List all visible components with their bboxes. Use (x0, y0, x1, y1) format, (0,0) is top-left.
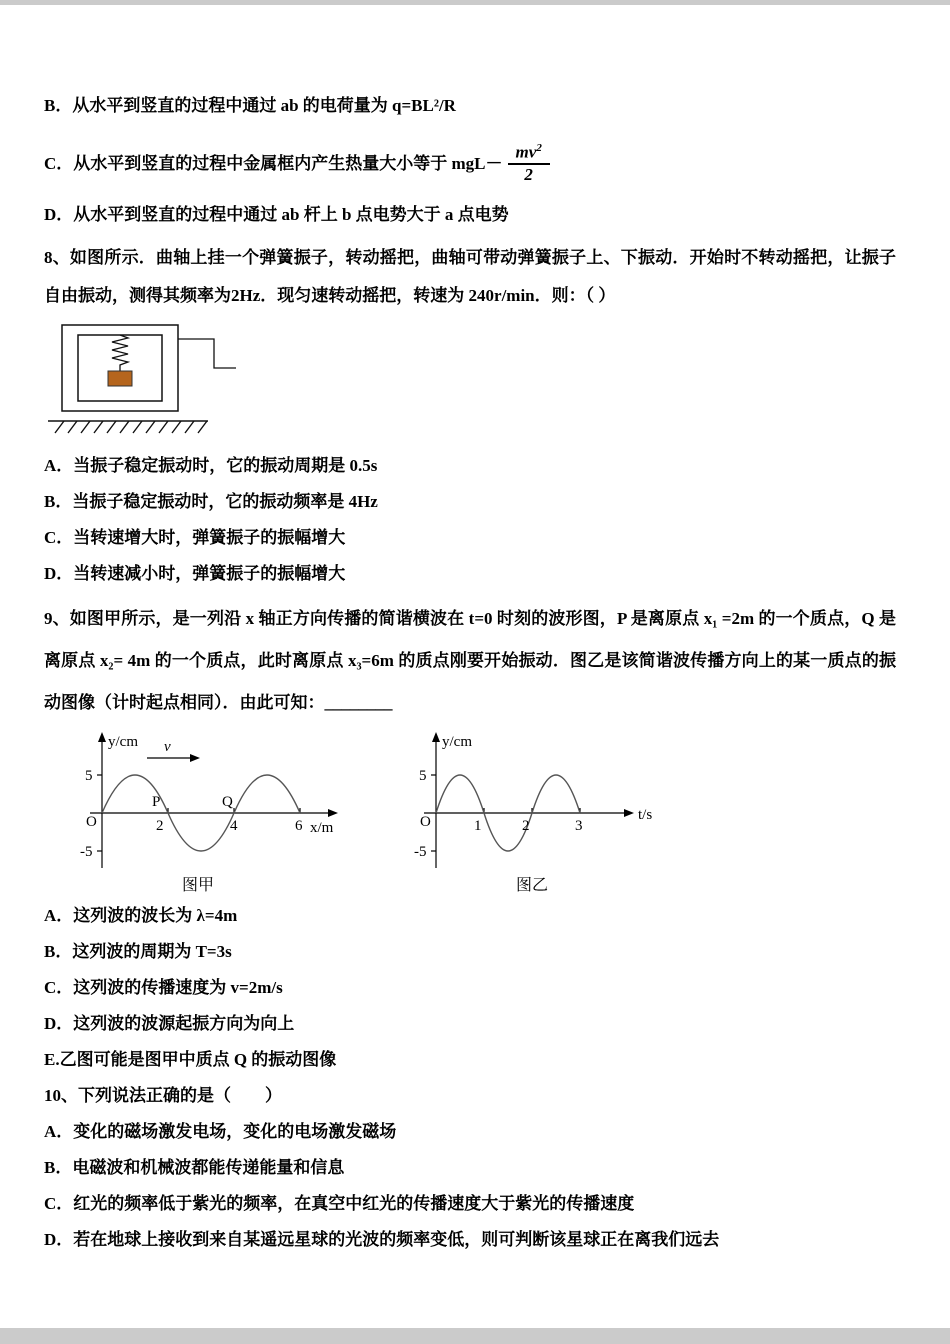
figure-jia-caption: 图甲 (182, 877, 215, 895)
t-axis-label: t/s (638, 807, 653, 824)
point-p-label: P (152, 794, 161, 811)
origin-label: O (420, 814, 431, 831)
x-tick-4: 4 (230, 818, 238, 835)
t-axis-arrow-icon (624, 809, 634, 817)
x-axis-arrow-icon (328, 809, 338, 817)
option-9a: A．这列波的波长为 λ=4m (44, 906, 238, 926)
x-tick-2: 2 (156, 818, 164, 835)
option-8c: C．当转速增大时，弹簧振子的振幅增大 (44, 528, 346, 548)
fraction-mv2-over-2 (508, 142, 550, 185)
scan-edge-top (0, 0, 950, 5)
wave-graph-yi (386, 728, 666, 896)
question-10-stem: 10、下列说法正确的是（ ） (44, 1086, 282, 1106)
y-axis-arrow-icon (98, 732, 106, 742)
question-8-stem: 8、如图所示．曲轴上挂一个弹簧振子，转动摇把，曲轴可带动弹簧振子上、下振动．开始时不转动摇把，让振子自由振动，测得其频率为2Hz．现匀速转动摇把，转速为 240r/min．则：（ ） (44, 248, 896, 306)
wave-graph-jia (52, 728, 352, 896)
t-tick-2: 2 (522, 818, 530, 835)
question-8-figure (48, 321, 896, 444)
origin-label: O (86, 814, 97, 831)
velocity-arrow-icon (190, 754, 200, 762)
oscillator-mass (108, 371, 132, 386)
spring-oscillator-figure (48, 321, 258, 439)
point-q-label: Q (222, 794, 233, 811)
option-7c (44, 142, 896, 185)
velocity-label: v (164, 739, 171, 756)
option-7d: D．从水平到竖直的过程中通过 ab 杆上 b 点电势大于 a 点电势 (44, 205, 509, 225)
spring-icon (112, 335, 128, 371)
t-tick-1: 1 (474, 818, 482, 835)
y-tick-neg5: -5 (80, 844, 93, 861)
option-10b: B．电磁波和机械波都能传递能量和信息 (44, 1158, 345, 1178)
option-9d: D．这列波的波源起振方向为向上 (44, 1014, 295, 1034)
x-axis-label: x/m (310, 820, 334, 837)
y-axis-arrow-icon (432, 732, 440, 742)
option-8d: D．当转速减小时，弹簧振子的振幅增大 (44, 564, 346, 584)
option-10c: C．红光的频率低于紫光的频率，在真空中红光的传播速度大于紫光的传播速度 (44, 1194, 635, 1214)
option-7b: B．从水平到竖直的过程中通过 ab 的电荷量为 q=BL²/R (44, 96, 456, 115)
y-axis-label: y/cm (442, 734, 472, 751)
option-9b: B．这列波的周期为 T=3s (44, 942, 232, 962)
option-9c: C．这列波的传播速度为 v=2m/s (44, 978, 283, 998)
t-tick-3: 3 (575, 818, 583, 835)
option-10a: A．变化的磁场激发电场，变化的电场激发磁场 (44, 1122, 397, 1142)
crank-handle (178, 339, 236, 368)
scan-edge-bottom (0, 1328, 950, 1344)
fraction-denominator: 2 (524, 165, 533, 185)
x-tick-6: 6 (295, 818, 303, 835)
question-9-figures (52, 728, 896, 896)
y-tick-5: 5 (419, 768, 427, 785)
option-9e: E.乙图可能是图甲中质点 Q 的振动图像 (44, 1050, 337, 1070)
y-axis-label: y/cm (108, 734, 138, 751)
option-8a: A．当振子稳定振动时，它的振动周期是 0.5s (44, 456, 378, 476)
y-tick-neg5: -5 (414, 844, 427, 861)
figure-yi-caption: 图乙 (516, 877, 549, 895)
fraction-numerator: $mv^2$ (508, 142, 550, 165)
y-tick-5: 5 (85, 768, 93, 785)
ground-hatching (55, 421, 207, 433)
option-7c-text: C．从水平到竖直的过程中金属框内产生热量大小等于 mgL－ (44, 153, 503, 173)
option-8b: B．当振子稳定振动时，它的振动频率是 4Hz (44, 492, 378, 512)
question-9-stem: 9、如图甲所示，是一列沿 x 轴正方向传播的简谐横波在 t=0 时刻的波形图，P 是离原点 x₁ =2m 的一个质点，Q 是离原点 x₂= 4m 的一个质点，此时离原点 x₃=6m 的质点刚要开始振动．图乙是该简谐波传播方向上的某一质点的振动图像（计时起点相同）．由此可知：________ (44, 609, 896, 713)
option-10d: D．若在地球上接收到来自某遥远星球的光波的频率变低，则可判断该星球正在离我们远去 (44, 1230, 720, 1250)
